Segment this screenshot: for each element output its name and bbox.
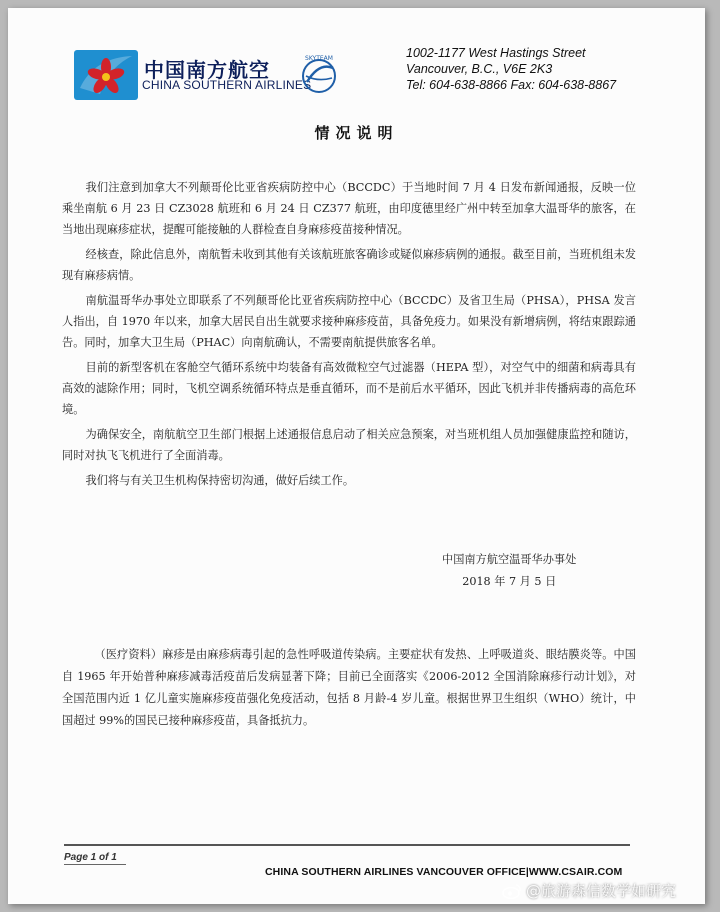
office-address [406, 45, 616, 93]
medical-note [62, 644, 636, 732]
footer-divider [64, 844, 630, 846]
document-body [62, 177, 636, 495]
document-title: 情况说明 [314, 124, 399, 142]
logo-english-name: CHINA SOUTHERN AIRLINES [142, 78, 312, 92]
logo-chinese-name: 中国南方航空 [144, 58, 270, 82]
watermark-text: @旅游森信数学如研究 [526, 882, 677, 900]
page-number: Page 1 of 1 [64, 852, 117, 863]
airline-logo [74, 50, 354, 102]
signature-org: 中国南方航空温哥华办事处 [442, 553, 577, 566]
signature-block [442, 549, 576, 593]
footer-office: CHINA SOUTHERN AIRLINES VANCOUVER OFFICE|WWW.CSAIR.COM [265, 866, 623, 878]
skyteam-icon [296, 52, 342, 98]
weibo-icon [502, 883, 522, 899]
paragraph: 我们注意到加拿大不列颠哥伦比亚省疾病防控中心（BCCDC）于当地时间 7 月 4 日发布新闻通报，反映一位乘坐南航 6 月 23 日 CZ3028 航班和 6 月 24 日 CZ377 航班，由印度德里经广州中转至加拿大温哥华的旅客，在当地出现麻疹症状，提醒可能接触的人群检查自身麻疹疫苗接种情况。 [62, 181, 636, 236]
paragraph: 为确保安全，南航航空卫生部门根据上述通报信息启动了相关应急预案，对当班机组人员加强健康监控和随访，同时对执飞飞机进行了全面消毒。 [62, 428, 636, 462]
medical-note-text: （医疗资料）麻疹是由麻疹病毒引起的急性呼吸道传染病。主要症状有发热、上呼吸道炎、眼结膜炎等。中国自 1965 年开始普种麻疹减毒活疫苗后发病显著下降；目前已全面落实《2006-2012 全国消除麻疹行动计划》，对全国范围内近 1 亿儿童实施麻疹疫苗强化免疫活动，包括 8 月龄-4 岁儿童。根据世界卫生组织（WHO）统计，中国超过 99%的国民已接种麻疹疫苗，具备抵抗力。 [62, 648, 636, 727]
paragraph: 经核查，除此信息外，南航暂未收到其他有关该航班旅客确诊或疑似麻疹病例的通报。截至目前，当班机组未发现有麻疹病情。 [62, 248, 636, 282]
document-page [8, 8, 705, 904]
page-number-underline [64, 864, 126, 865]
paragraph: 目前的新型客机在客舱空气循环系统中均装备有高效微粒空气过滤器（HEPA 型），对空气中的细菌和病毒具有高效的滤除作用；同时，飞机空调系统循环特点是垂直循环，而不是前后水平循环，因此飞机并非传播病毒的高危环境。 [62, 361, 636, 416]
paragraph: 我们将与有关卫生机构保持密切沟通，做好后续工作。 [85, 474, 355, 487]
address-phone-fax: Tel: 604-638-8866 Fax: 604-638-8867 [406, 78, 617, 92]
weibo-watermark [502, 880, 676, 901]
svg-text:SKYTEAM: SKYTEAM [305, 55, 333, 62]
signature-date: 2018 年 7 月 5 日 [462, 575, 557, 588]
address-city: Vancouver, B.C., V6E 2K3 [406, 62, 553, 76]
paragraph: 南航温哥华办事处立即联系了不列颠哥伦比亚省疾病防控中心（BCCDC）及省卫生局（PHSA），PHSA 发言人指出，自 1970 年以来，加拿大居民自出生就要求接种麻疹疫苗，具备免疫力。如果没有新增病例，将结束跟踪通告。同时，加拿大卫生局（PHAC）向南航确认，不需要南航提供旅客名单。 [62, 294, 636, 349]
address-street: 1002-1177 West Hastings Street [406, 46, 586, 60]
kapok-flower-logo-icon [74, 50, 138, 100]
